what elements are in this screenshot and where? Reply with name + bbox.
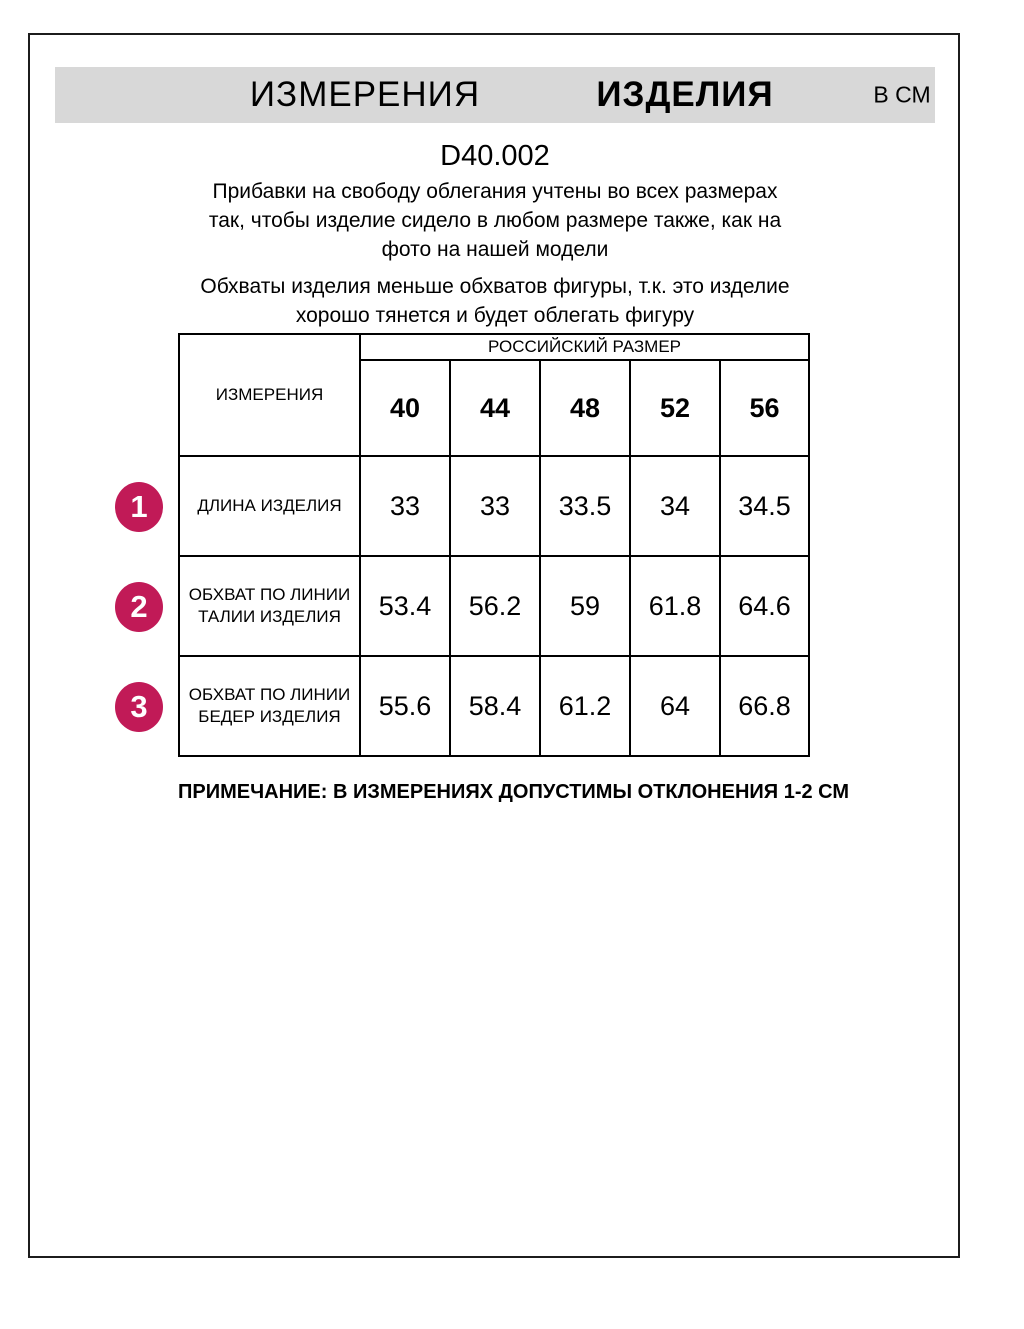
size-value-cell: 59 — [540, 556, 630, 656]
measurement-label-cell: ОБХВАТ ПО ЛИНИИ ТАЛИИ ИЗДЕЛИЯ — [179, 556, 360, 656]
table-corner-header: ИЗМЕРЕНИЯ — [179, 334, 360, 456]
row-number-badge-2: 2 — [115, 582, 163, 632]
size-header-cell: 40 — [360, 360, 450, 456]
tolerance-note: ПРИМЕЧАНИЕ: В ИЗМЕРЕНИЯХ ДОПУСТИМЫ ОТКЛОНЕНИЯ 1-2 СМ — [178, 781, 849, 803]
size-header-cell: 56 — [720, 360, 809, 456]
size-header-cell: 48 — [540, 360, 630, 456]
size-value-cell: 33 — [450, 456, 540, 556]
size-value-cell: 55.6 — [360, 656, 450, 756]
table-size-group-header: РОССИЙСКИЙ РАЗМЕР — [360, 334, 809, 360]
size-value-cell: 64 — [630, 656, 720, 756]
size-value-cell: 61.8 — [630, 556, 720, 656]
row-number-badge-1: 1 — [115, 482, 163, 532]
table-group-header-row — [179, 334, 809, 360]
size-value-cell: 64.6 — [720, 556, 809, 656]
row-number-badge-3: 3 — [115, 682, 163, 732]
size-value-cell: 33.5 — [540, 456, 630, 556]
size-value-cell: 34 — [630, 456, 720, 556]
size-table — [178, 333, 810, 757]
size-value-cell: 53.4 — [360, 556, 450, 656]
measurement-label-cell: ОБХВАТ ПО ЛИНИИ БЕДЕР ИЗДЕЛИЯ — [179, 656, 360, 756]
header-word-product: ИЗДЕЛИЯ — [596, 75, 774, 114]
size-value-cell: 56.2 — [450, 556, 540, 656]
table-row-hips — [179, 656, 809, 756]
measurement-label-cell: ДЛИНА ИЗДЕЛИЯ — [179, 456, 360, 556]
size-value-cell: 61.2 — [540, 656, 630, 756]
size-value-cell: 66.8 — [720, 656, 809, 756]
size-value-cell: 58.4 — [450, 656, 540, 756]
header-word-measurements: ИЗМЕРЕНИЯ — [249, 75, 481, 114]
table-row-waist — [179, 556, 809, 656]
table-row-length — [179, 456, 809, 556]
intro-paragraph-fit: Прибавки на свободу облегания учтены во всех размерах так, чтобы изделие сидело в любом размере также, как на фото на нашей модели — [208, 180, 782, 261]
header-units-label: В СМ — [873, 81, 931, 108]
intro-paragraph-stretch: Обхваты изделия меньше обхватов фигуры, т.к. это изделие хорошо тянется и будет облегать фигуру — [200, 275, 790, 327]
intro-text-block — [55, 177, 935, 338]
size-header-cell: 44 — [450, 360, 540, 456]
size-header-cell: 52 — [630, 360, 720, 456]
size-value-cell: 34.5 — [720, 456, 809, 556]
article-code: D40.002 — [440, 140, 550, 172]
header-bar — [55, 67, 935, 123]
size-value-cell: 33 — [360, 456, 450, 556]
